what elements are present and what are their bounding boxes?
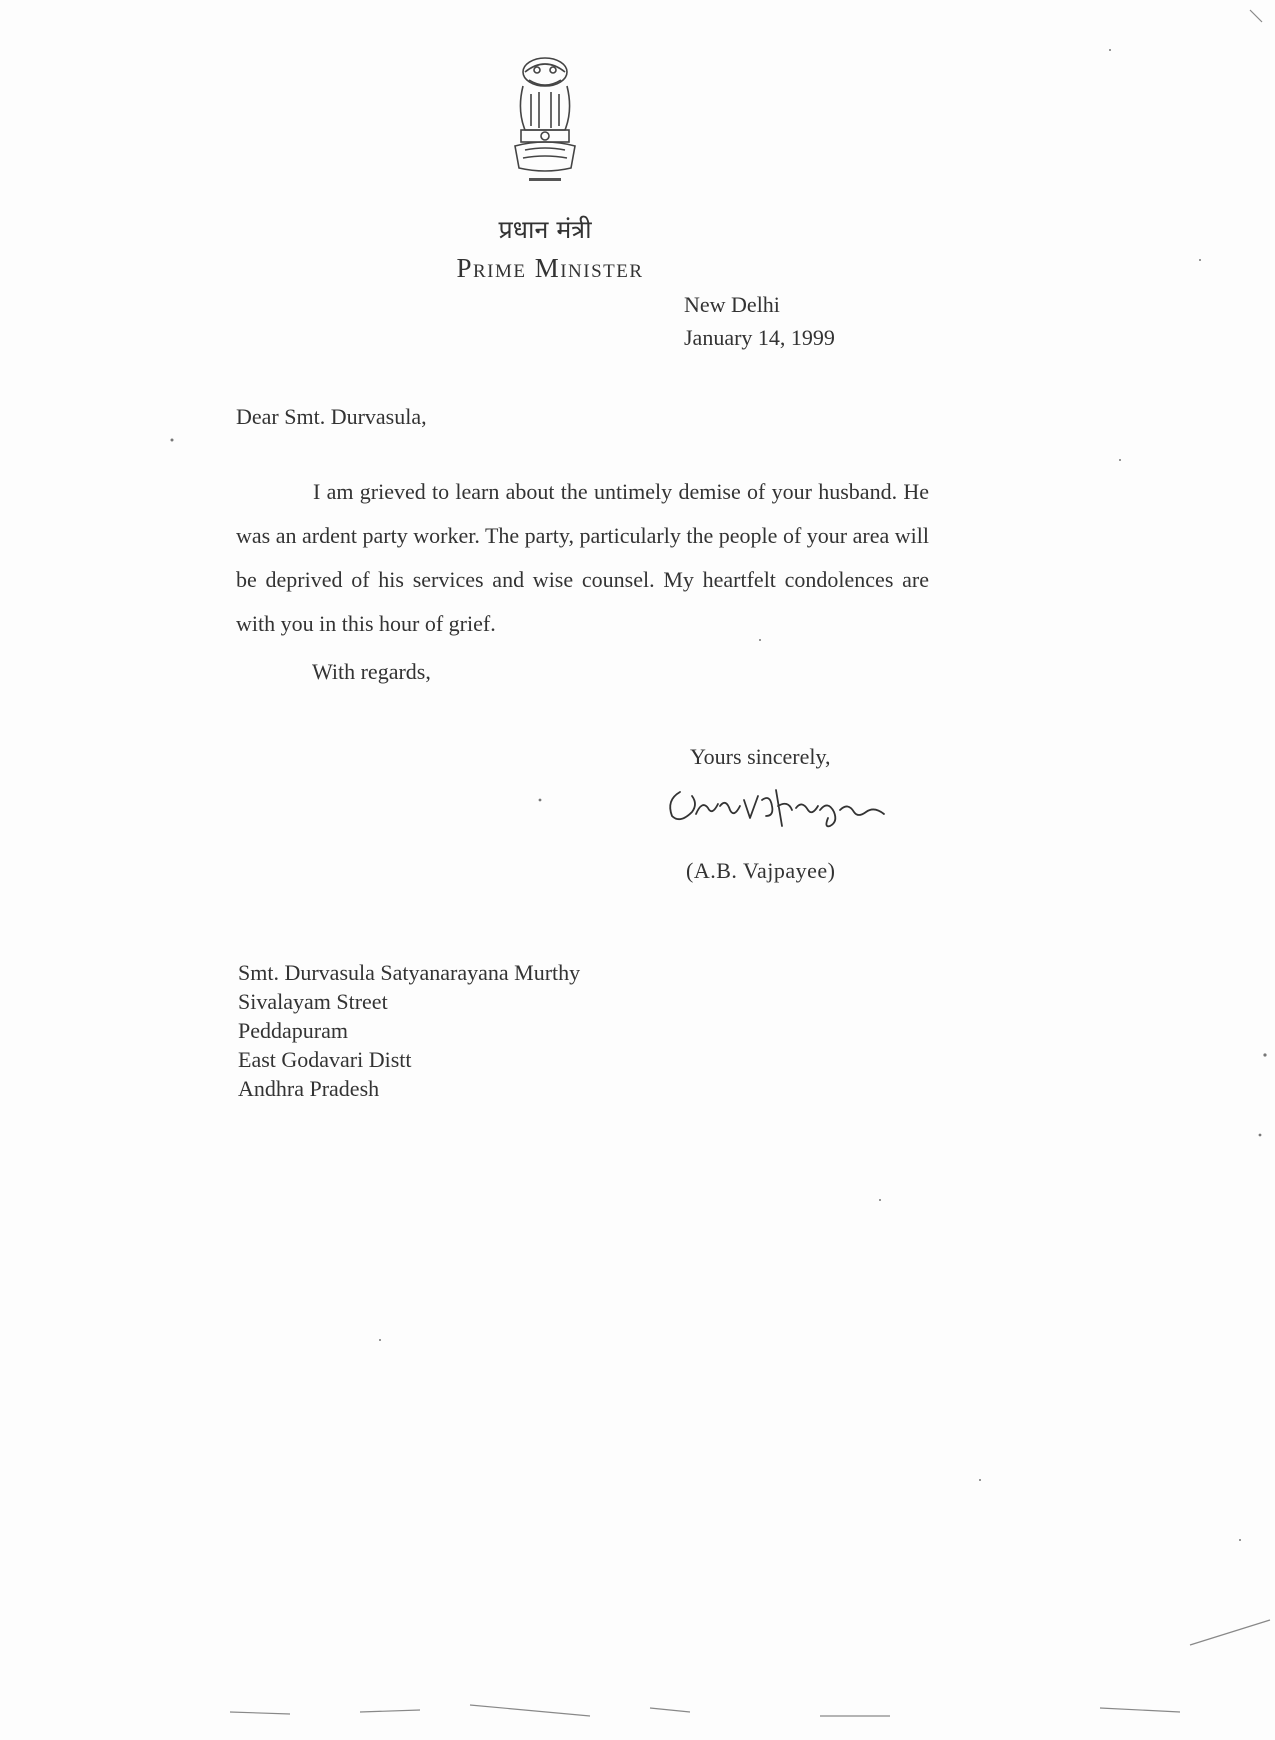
address-line: East Godavari Distt	[238, 1047, 412, 1072]
signatory-name: (A.B. Vajpayee)	[686, 858, 836, 883]
salutation: Dear Smt. Durvasula,	[236, 404, 427, 429]
national-emblem-icon	[495, 50, 595, 210]
address-line: Andhra Pradesh	[238, 1076, 380, 1101]
letterhead-english-title: Prime Minister	[456, 253, 644, 283]
letter-body: I am grieved to learn about the untimely demise of your husband. He was an ardent party worker. The party, particularly the people of your area will be deprived of his services and wise counsel. My heartfelt condolences are with you in this hour of grief.	[236, 479, 929, 636]
letterhead-hindi-title: प्रधान मंत्री	[498, 215, 592, 244]
closing-line: Yours sincerely,	[690, 744, 831, 769]
letter-place: New Delhi	[684, 292, 780, 317]
regards-line: With regards,	[312, 659, 431, 684]
address-line: Peddapuram	[238, 1018, 348, 1043]
address-line: Smt. Durvasula Satyanarayana Murthy	[238, 960, 581, 985]
place-date-block	[684, 288, 835, 354]
signature-image	[652, 770, 912, 840]
address-line: Sivalayam Street	[238, 989, 388, 1014]
letter-date: January 14, 1999	[684, 325, 835, 350]
recipient-address	[238, 958, 580, 1103]
